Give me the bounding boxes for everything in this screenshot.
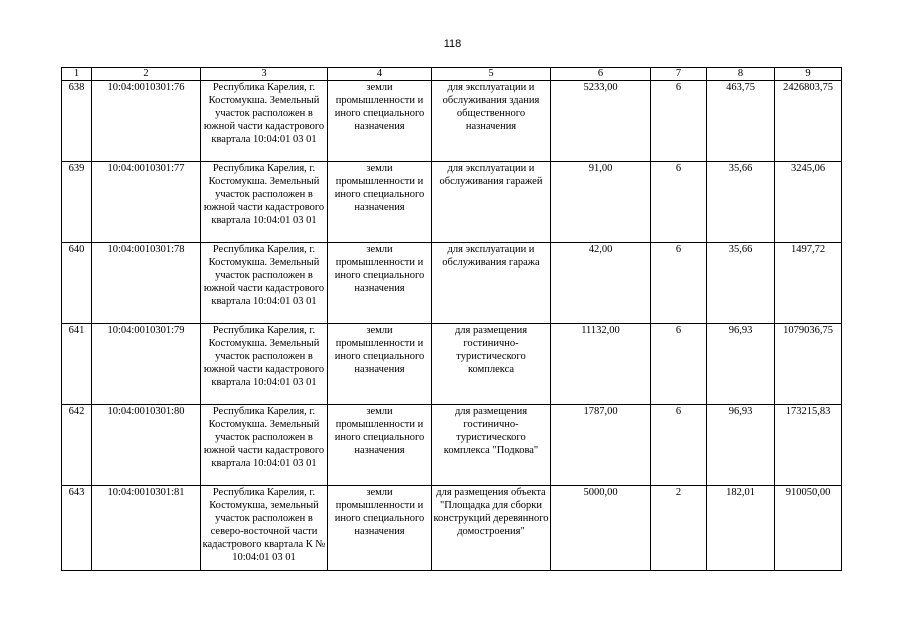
specific-value: 96,93 [707,405,775,486]
use-group: 6 [651,405,707,486]
plot-address: Республика Карелия, г. Костомукша. Земельный участок расположен в южной части кадастрового квартала 10:04:01 03 01 [201,243,328,324]
column-header: 4 [328,68,432,81]
plot-address: Республика Карелия, г. Костомукша, земельный участок расположен в северо-восточной части кадастрового квартала К № 10:04:01 03 01 [201,486,328,571]
table-row [62,405,842,486]
column-header: 6 [551,68,651,81]
land-category: земли промышленности и иного специального назначения [328,486,432,571]
plot-area: 91,00 [551,162,651,243]
row-number: 643 [62,486,92,571]
table-row [62,81,842,162]
page-number: 118 [443,38,462,50]
plot-area: 5000,00 [551,486,651,571]
row-number: 638 [62,81,92,162]
use-group: 6 [651,243,707,324]
permitted-use: для эксплуатации и обслуживания гаражей [432,162,551,243]
use-group: 6 [651,81,707,162]
table-row [62,486,842,571]
cadastral-number: 10:04:0010301:80 [92,405,201,486]
header-row [62,68,842,81]
cadastral-value: 1497,72 [775,243,842,324]
permitted-use: для размещения объекта "Площадка для сборки конструкций деревянного домостроения" [432,486,551,571]
cadastral-value: 173215,83 [775,405,842,486]
land-category: земли промышленности и иного специального назначения [328,162,432,243]
cadastral-number: 10:04:0010301:76 [92,81,201,162]
cadastral-value: 3245,06 [775,162,842,243]
row-number: 641 [62,324,92,405]
use-group: 2 [651,486,707,571]
use-group: 6 [651,162,707,243]
land-category: земли промышленности и иного специального назначения [328,243,432,324]
row-number: 642 [62,405,92,486]
plot-area: 1787,00 [551,405,651,486]
land-category: земли промышленности и иного специального назначения [328,405,432,486]
row-number: 640 [62,243,92,324]
table-row [62,324,842,405]
column-header: 2 [92,68,201,81]
cadastral-number: 10:04:0010301:78 [92,243,201,324]
plot-address: Республика Карелия, г. Костомукша. Земельный участок расположен в южной части кадастрового квартала 10:04:01 03 01 [201,324,328,405]
cadastral-number: 10:04:0010301:79 [92,324,201,405]
plot-area: 5233,00 [551,81,651,162]
plot-address: Республика Карелия, г. Костомукша. Земельный участок расположен в южной части кадастрового квартала 10:04:01 03 01 [201,162,328,243]
plot-area: 42,00 [551,243,651,324]
permitted-use: для эксплуатации и обслуживания гаража [432,243,551,324]
column-header: 1 [62,68,92,81]
column-header: 8 [707,68,775,81]
column-header: 7 [651,68,707,81]
cadastral-number: 10:04:0010301:77 [92,162,201,243]
use-group: 6 [651,324,707,405]
plot-address: Республика Карелия, г. Костомукша. Земельный участок расположен в южной части кадастрового квартала 10:04:01 03 01 [201,405,328,486]
permitted-use: для размещения гостинично-туристического комплекса "Подкова" [432,405,551,486]
specific-value: 96,93 [707,324,775,405]
row-number: 639 [62,162,92,243]
plot-area: 11132,00 [551,324,651,405]
cadastral-value: 1079036,75 [775,324,842,405]
cadastral-number: 10:04:0010301:81 [92,486,201,571]
land-category: земли промышленности и иного специального назначения [328,81,432,162]
cadastral-value: 910050,00 [775,486,842,571]
permitted-use: для размещения гостинично-туристического комплекса [432,324,551,405]
column-header: 9 [775,68,842,81]
specific-value: 35,66 [707,162,775,243]
specific-value: 35,66 [707,243,775,324]
cadastral-value-table [61,67,842,571]
plot-address: Республика Карелия, г. Костомукша. Земельный участок расположен в южной части кадастрового квартала 10:04:01 03 01 [201,81,328,162]
specific-value: 182,01 [707,486,775,571]
permitted-use: для эксплуатации и обслуживания здания общественного назначения [432,81,551,162]
table-row [62,162,842,243]
column-header: 5 [432,68,551,81]
column-header: 3 [201,68,328,81]
land-category: земли промышленности и иного специального назначения [328,324,432,405]
table-row [62,243,842,324]
specific-value: 463,75 [707,81,775,162]
cadastral-value: 2426803,75 [775,81,842,162]
